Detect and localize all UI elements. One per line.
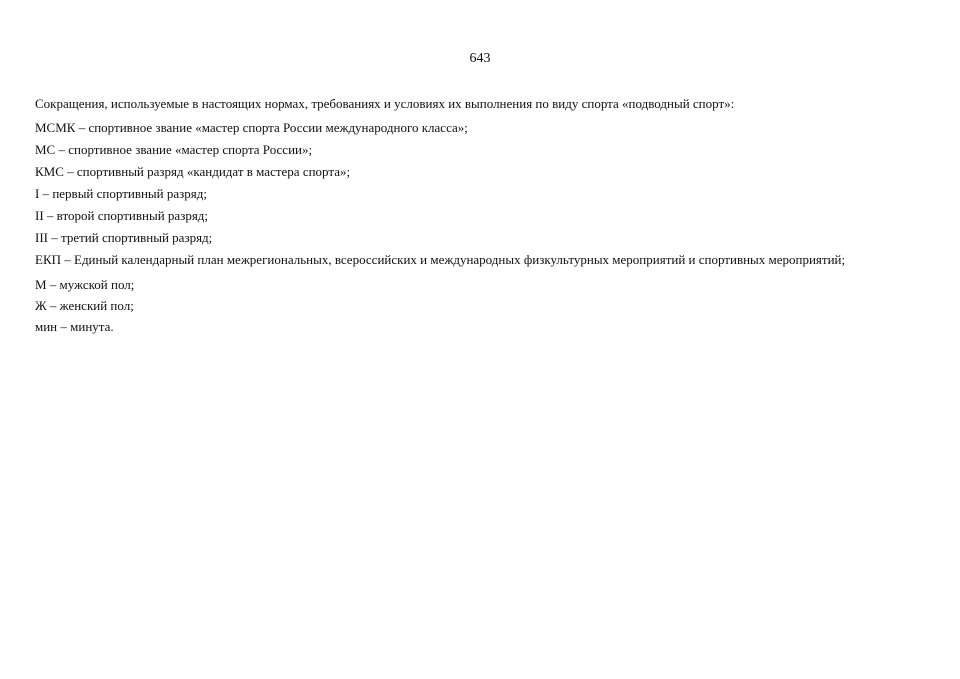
abbreviation-item: МСМК – спортивное звание «мастер спорта России международного класса»; bbox=[35, 120, 468, 135]
abbreviation-item: мин – минута. bbox=[35, 319, 114, 334]
abbreviation-item: МС – спортивное звание «мастер спорта России»; bbox=[35, 142, 313, 157]
abbreviation-item: III – третий спортивный разряд; bbox=[35, 230, 213, 245]
ekp-definition: ЕКП – Единый календарный план межрегиональных, всероссийских и международных физкультурных мероприятий и спортивных мероприятий; bbox=[35, 252, 846, 267]
abbreviation-item: II – второй спортивный разряд; bbox=[35, 208, 209, 223]
abbreviation-item: М – мужской пол; bbox=[35, 277, 135, 292]
abbreviation-item: КМС – спортивный разряд «кандидат в мастера спорта»; bbox=[35, 164, 351, 179]
abbreviation-item: I – первый спортивный разряд; bbox=[35, 186, 207, 201]
intro-text: Сокращения, используемые в настоящих нормах, требованиях и условиях их выполнения по виду спорта «подводный спорт»: bbox=[35, 96, 735, 111]
abbreviations-section bbox=[35, 96, 935, 340]
abbreviation-item: Ж – женский пол; bbox=[35, 298, 134, 313]
page-number: 643 bbox=[469, 51, 491, 66]
